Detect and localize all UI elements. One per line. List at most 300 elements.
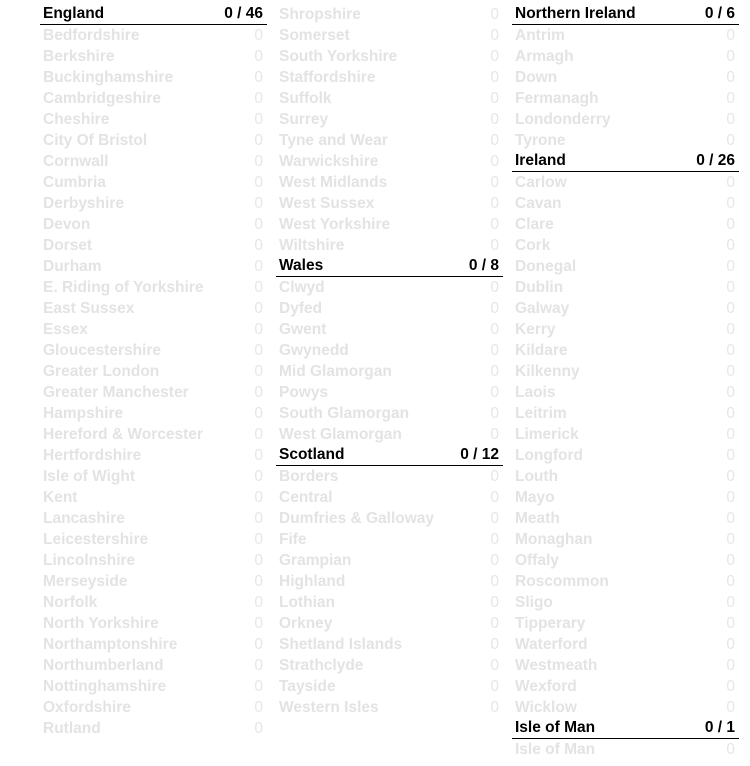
county-count: 0 (490, 404, 499, 422)
county-count: 0 (726, 593, 735, 611)
county-count: 0 (490, 677, 499, 695)
county-row-gloucestershire (40, 340, 267, 361)
county-name: Dublin (515, 278, 564, 296)
county-row-waterford (512, 634, 739, 655)
county-count: 0 (490, 551, 499, 569)
county-row-kildare (512, 340, 739, 361)
county-count: 0 (254, 509, 263, 527)
county-row-powys (276, 382, 503, 403)
county-count: 0 (726, 47, 735, 65)
county-count: 0 (254, 131, 263, 149)
county-row-galway (512, 298, 739, 319)
county-count: 0 (254, 467, 263, 485)
county-count: 0 (726, 635, 735, 653)
county-count: 0 (490, 425, 499, 443)
county-row-clwyd (276, 277, 503, 298)
county-row-cornwall (40, 151, 267, 172)
county-name: Surrey (279, 110, 329, 128)
county-count: 0 (726, 26, 735, 44)
county-row-offaly (512, 550, 739, 571)
county-count: 0 (254, 656, 263, 674)
county-row-mayo (512, 487, 739, 508)
region-name: Ireland (515, 152, 566, 169)
county-count: 0 (254, 446, 263, 464)
county-count: 0 (726, 740, 735, 758)
county-name: Nottinghamshire (43, 677, 167, 695)
county-name: Armagh (515, 47, 574, 65)
county-row-grampian (276, 550, 503, 571)
region-header-england (40, 4, 267, 25)
county-row-down (512, 67, 739, 88)
column-1 (40, 4, 267, 739)
county-name: Monaghan (515, 530, 593, 548)
county-row-east-sussex (40, 298, 267, 319)
county-count: 0 (726, 215, 735, 233)
county-name: Cumbria (43, 173, 106, 191)
county-row-wicklow (512, 697, 739, 718)
county-row-orkney (276, 613, 503, 634)
county-row-antrim (512, 25, 739, 46)
county-count: 0 (490, 614, 499, 632)
county-row-greater-london (40, 361, 267, 382)
county-count: 0 (254, 152, 263, 170)
county-row-northamptonshire (40, 634, 267, 655)
county-count: 0 (490, 278, 499, 296)
county-count: 0 (726, 656, 735, 674)
county-count: 0 (254, 572, 263, 590)
county-count: 0 (254, 89, 263, 107)
region-count: 0 / 1 (704, 719, 735, 736)
county-name: Gwent (279, 320, 327, 338)
county-row-nottinghamshire (40, 676, 267, 697)
county-count: 0 (490, 362, 499, 380)
county-count: 0 (726, 320, 735, 338)
county-count: 0 (490, 152, 499, 170)
county-count: 0 (254, 278, 263, 296)
county-row-south-yorkshire (276, 46, 503, 67)
county-count: 0 (254, 257, 263, 275)
county-row-city-of-bristol (40, 130, 267, 151)
county-row-berkshire (40, 46, 267, 67)
county-row-wexford (512, 676, 739, 697)
county-count: 0 (254, 698, 263, 716)
county-row-louth (512, 466, 739, 487)
county-count: 0 (254, 362, 263, 380)
county-name: Cornwall (43, 152, 109, 170)
county-count: 0 (254, 425, 263, 443)
county-row-norfolk (40, 592, 267, 613)
county-row-lincolnshire (40, 550, 267, 571)
county-name: Clwyd (279, 278, 325, 296)
county-name: Cheshire (43, 110, 110, 128)
county-name: Meath (515, 509, 560, 527)
county-row-buckinghamshire (40, 67, 267, 88)
county-name: Tyne and Wear (279, 131, 388, 149)
county-count: 0 (726, 89, 735, 107)
column-3 (512, 4, 739, 760)
county-name: Western Isles (279, 698, 379, 716)
county-name: Donegal (515, 257, 577, 275)
county-count: 0 (490, 320, 499, 338)
county-name: Tyrone (515, 131, 566, 149)
county-count: 0 (726, 404, 735, 422)
county-name: Norfolk (43, 593, 98, 611)
column-2 (276, 4, 503, 718)
region-count: 0 / 12 (460, 446, 499, 463)
county-name: Lancashire (43, 509, 125, 527)
county-name: North Yorkshire (43, 614, 159, 632)
county-name: Devon (43, 215, 91, 233)
county-name: West Sussex (279, 194, 375, 212)
county-count: 0 (254, 68, 263, 86)
county-row-leitrim (512, 403, 739, 424)
county-name: Roscommon (515, 572, 609, 590)
county-count: 0 (490, 530, 499, 548)
county-count: 0 (254, 215, 263, 233)
county-name: Highland (279, 572, 346, 590)
county-name: Isle of Wight (43, 467, 135, 485)
region-header-northern-ireland (512, 4, 739, 25)
county-name: Northamptonshire (43, 635, 178, 653)
county-name: Clare (515, 215, 554, 233)
county-name: Dorset (43, 236, 93, 254)
region-header-ireland (512, 151, 739, 172)
county-row-gwent (276, 319, 503, 340)
county-count: 0 (254, 236, 263, 254)
county-name: Fermanagh (515, 89, 599, 107)
region-header-isle-of-man (512, 718, 739, 739)
county-row-oxfordshire (40, 697, 267, 718)
county-name: Fife (279, 530, 307, 548)
county-name: Lothian (279, 593, 335, 611)
county-name: City Of Bristol (43, 131, 148, 149)
county-name: Hertfordshire (43, 446, 142, 464)
county-name: Kildare (515, 341, 568, 359)
county-row-longford (512, 445, 739, 466)
county-name: Berkshire (43, 47, 115, 65)
county-name: Wiltshire (279, 236, 345, 254)
county-row-donegal (512, 256, 739, 277)
county-name: Antrim (515, 26, 565, 44)
county-name: South Glamorgan (279, 404, 410, 422)
county-count: 0 (254, 26, 263, 44)
county-row-hertfordshire (40, 445, 267, 466)
county-name: Westmeath (515, 656, 598, 674)
county-name: Greater Manchester (43, 383, 189, 401)
county-count: 0 (726, 509, 735, 527)
county-row-warwickshire (276, 151, 503, 172)
county-row-somerset (276, 25, 503, 46)
county-row-staffordshire (276, 67, 503, 88)
county-row-highland (276, 571, 503, 592)
county-name: Limerick (515, 425, 579, 443)
county-name: Strathclyde (279, 656, 364, 674)
county-count: 0 (726, 131, 735, 149)
county-row-south-glamorgan (276, 403, 503, 424)
county-count: 0 (490, 656, 499, 674)
county-count: 0 (726, 173, 735, 191)
county-row-suffolk (276, 88, 503, 109)
county-row-cavan (512, 193, 739, 214)
county-name: Lincolnshire (43, 551, 136, 569)
region-count: 0 / 8 (468, 257, 499, 274)
region-count: 0 / 6 (704, 5, 735, 22)
county-row-kent (40, 487, 267, 508)
county-count: 0 (254, 614, 263, 632)
county-row-west-sussex (276, 193, 503, 214)
county-row-limerick (512, 424, 739, 445)
county-count: 0 (490, 299, 499, 317)
county-count: 0 (490, 236, 499, 254)
county-row-mid-glamorgan (276, 361, 503, 382)
county-row-isle-of-man (512, 739, 739, 760)
county-count: 0 (726, 446, 735, 464)
county-name: Kilkenny (515, 362, 580, 380)
county-row-londonderry (512, 109, 739, 130)
county-row-clare (512, 214, 739, 235)
county-row-cambridgeshire (40, 88, 267, 109)
county-count: 0 (490, 68, 499, 86)
county-count: 0 (726, 278, 735, 296)
county-row-north-yorkshire (40, 613, 267, 634)
county-name: Buckinghamshire (43, 68, 174, 86)
region-name: Northern Ireland (515, 5, 636, 22)
county-name: Waterford (515, 635, 588, 653)
county-count: 0 (254, 110, 263, 128)
county-row-e-riding-of-yorkshire (40, 277, 267, 298)
county-name: Mid Glamorgan (279, 362, 392, 380)
county-row-laois (512, 382, 739, 403)
county-name: Wexford (515, 677, 577, 695)
county-count: 0 (490, 215, 499, 233)
county-name: Cavan (515, 194, 562, 212)
county-name: Leicestershire (43, 530, 149, 548)
county-row-bedfordshire (40, 25, 267, 46)
county-name: Northumberland (43, 656, 164, 674)
county-row-hereford-and-worcester (40, 424, 267, 445)
county-row-lancashire (40, 508, 267, 529)
county-name: Shetland Islands (279, 635, 403, 653)
county-count: 0 (254, 551, 263, 569)
county-count: 0 (490, 5, 499, 23)
county-row-west-glamorgan (276, 424, 503, 445)
county-name: Cambridgeshire (43, 89, 162, 107)
county-row-dublin (512, 277, 739, 298)
county-count: 0 (726, 572, 735, 590)
county-name: E. Riding of Yorkshire (43, 278, 204, 296)
county-count: 0 (490, 341, 499, 359)
region-name: Scotland (279, 446, 345, 463)
county-row-isle-of-wight (40, 466, 267, 487)
county-row-surrey (276, 109, 503, 130)
county-name: Shropshire (279, 5, 361, 23)
county-count: 0 (726, 194, 735, 212)
county-count: 0 (254, 194, 263, 212)
county-count: 0 (726, 551, 735, 569)
county-row-gwynedd (276, 340, 503, 361)
county-count: 0 (254, 320, 263, 338)
region-name: England (43, 5, 105, 22)
county-count: 0 (490, 572, 499, 590)
county-count: 0 (490, 173, 499, 191)
county-name: Oxfordshire (43, 698, 131, 716)
county-name: West Midlands (279, 173, 388, 191)
county-row-tyne-and-wear (276, 130, 503, 151)
county-count: 0 (490, 89, 499, 107)
county-count: 0 (490, 593, 499, 611)
county-name: Essex (43, 320, 88, 338)
county-name: Kerry (515, 320, 556, 338)
county-count: 0 (254, 719, 263, 737)
county-count: 0 (726, 530, 735, 548)
county-row-meath (512, 508, 739, 529)
county-name: Louth (515, 467, 559, 485)
county-name: Wicklow (515, 698, 577, 716)
county-name: Dumfries & Galloway (279, 509, 435, 527)
county-row-borders (276, 466, 503, 487)
county-name: Down (515, 68, 558, 86)
county-count: 0 (726, 299, 735, 317)
county-row-leicestershire (40, 529, 267, 550)
county-count: 0 (726, 698, 735, 716)
county-row-central (276, 487, 503, 508)
county-count: 0 (726, 383, 735, 401)
county-row-merseyside (40, 571, 267, 592)
county-name: Cork (515, 236, 551, 254)
county-row-durham (40, 256, 267, 277)
county-count: 0 (490, 131, 499, 149)
county-name: Orkney (279, 614, 333, 632)
county-count: 0 (254, 593, 263, 611)
county-row-western-isles (276, 697, 503, 718)
county-row-dorset (40, 235, 267, 256)
region-name: Wales (279, 257, 324, 274)
county-name: Greater London (43, 362, 160, 380)
county-row-hampshire (40, 403, 267, 424)
county-name: Dyfed (279, 299, 323, 317)
county-count: 0 (726, 362, 735, 380)
county-row-westmeath (512, 655, 739, 676)
county-row-kerry (512, 319, 739, 340)
county-count: 0 (726, 68, 735, 86)
county-name: Isle of Man (515, 740, 596, 758)
county-row-tyrone (512, 130, 739, 151)
county-name: Kent (43, 488, 78, 506)
county-name: Tayside (279, 677, 336, 695)
county-count: 0 (254, 530, 263, 548)
county-row-cheshire (40, 109, 267, 130)
county-name: Sligo (515, 593, 553, 611)
county-name: Bedfordshire (43, 26, 140, 44)
county-count: 0 (254, 635, 263, 653)
county-count: 0 (726, 425, 735, 443)
county-row-monaghan (512, 529, 739, 550)
county-row-carlow (512, 172, 739, 193)
county-count: 0 (490, 488, 499, 506)
county-name: Galway (515, 299, 570, 317)
county-row-devon (40, 214, 267, 235)
county-count: 0 (254, 341, 263, 359)
county-name: West Glamorgan (279, 425, 402, 443)
county-name: Mayo (515, 488, 555, 506)
county-count: 0 (726, 467, 735, 485)
county-name: Gloucestershire (43, 341, 162, 359)
county-name: Londonderry (515, 110, 611, 128)
region-count: 0 / 26 (696, 152, 735, 169)
county-name: Hampshire (43, 404, 124, 422)
county-row-essex (40, 319, 267, 340)
county-row-shetland-islands (276, 634, 503, 655)
county-count: 0 (254, 299, 263, 317)
county-row-cumbria (40, 172, 267, 193)
county-row-wiltshire (276, 235, 503, 256)
county-count: 0 (254, 383, 263, 401)
county-count: 0 (490, 698, 499, 716)
county-count: 0 (490, 635, 499, 653)
county-name: Staffordshire (279, 68, 376, 86)
county-name: East Sussex (43, 299, 135, 317)
county-count: 0 (490, 383, 499, 401)
county-name: Borders (279, 467, 339, 485)
county-name: Tipperary (515, 614, 586, 632)
county-row-west-yorkshire (276, 214, 503, 235)
county-name: Derbyshire (43, 194, 124, 212)
county-count: 0 (726, 488, 735, 506)
county-name: Powys (279, 383, 329, 401)
county-row-west-midlands (276, 172, 503, 193)
county-name: West Yorkshire (279, 215, 391, 233)
county-name: Warwickshire (279, 152, 379, 170)
county-row-dyfed (276, 298, 503, 319)
county-name: Hereford & Worcester (43, 425, 203, 443)
county-count: 0 (726, 341, 735, 359)
county-row-armagh (512, 46, 739, 67)
county-name: Carlow (515, 173, 567, 191)
county-count: 0 (726, 236, 735, 254)
county-row-derbyshire (40, 193, 267, 214)
county-row-lothian (276, 592, 503, 613)
county-name: Gwynedd (279, 341, 349, 359)
county-count: 0 (490, 47, 499, 65)
county-count: 0 (490, 194, 499, 212)
region-name: Isle of Man (515, 719, 596, 736)
county-name: Central (279, 488, 333, 506)
county-row-fife (276, 529, 503, 550)
county-row-tayside (276, 676, 503, 697)
county-row-greater-manchester (40, 382, 267, 403)
county-count: 0 (490, 509, 499, 527)
county-row-strathclyde (276, 655, 503, 676)
county-row-dumfries-and-galloway (276, 508, 503, 529)
county-name: Laois (515, 383, 556, 401)
county-name: Rutland (43, 719, 101, 737)
county-row-kilkenny (512, 361, 739, 382)
county-name: Offaly (515, 551, 559, 569)
county-count: 0 (726, 110, 735, 128)
county-name: Leitrim (515, 404, 567, 422)
county-row-northumberland (40, 655, 267, 676)
county-name: Merseyside (43, 572, 128, 590)
county-row-tipperary (512, 613, 739, 634)
county-row-sligo (512, 592, 739, 613)
county-count: 0 (254, 677, 263, 695)
county-count: 0 (726, 614, 735, 632)
county-name: Durham (43, 257, 102, 275)
county-name: Somerset (279, 26, 350, 44)
county-count: 0 (490, 110, 499, 128)
county-count: 0 (490, 467, 499, 485)
county-name: Suffolk (279, 89, 332, 107)
